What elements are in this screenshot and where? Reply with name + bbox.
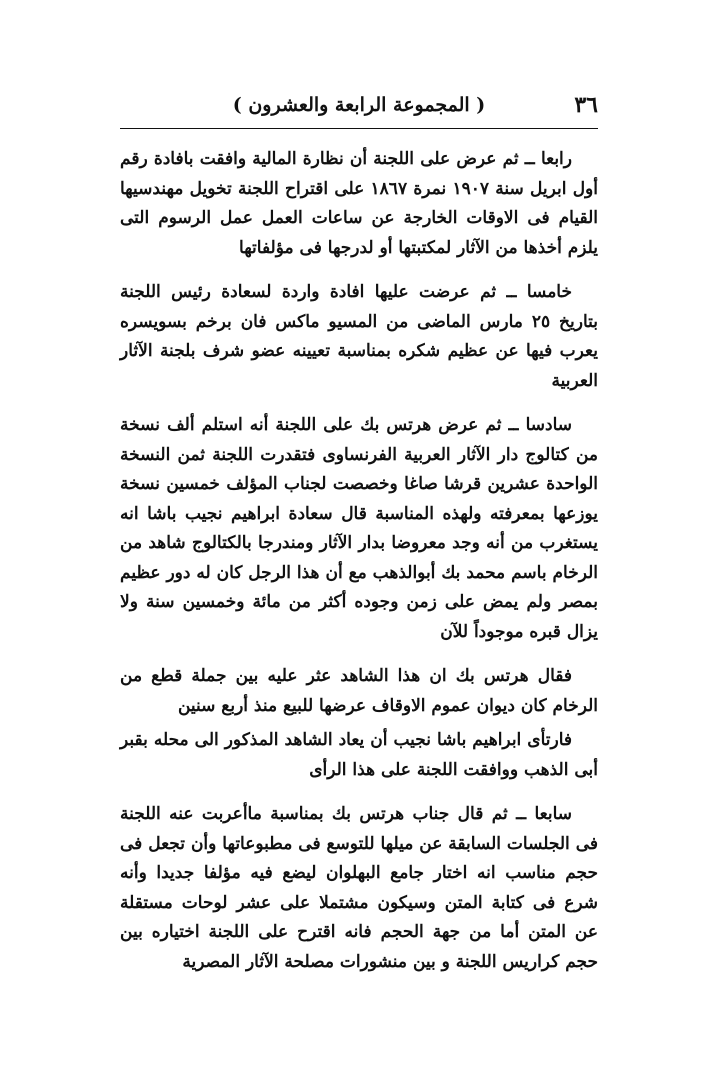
paragraph-fourth: رابعا ــ ثم عرض على اللجنة أن نظارة المالية وافقت بافادة رقم أول ابريل سنة ١٩٠٧ نمرة ١٨٦٧ على اقتراح اللجنة تخويل مهندسيها القيام فى الاوقات الخارجة عن ساعات العمل عمل الرسوم التى يلزم أخذها من الآثار لمكتبتها أو لدرجها فى مؤلفاتها [120,149,598,258]
paragraph-nagib-opinion: فارتأى ابراهيم باشا نجيب أن يعاد الشاهد المذكور الى محله بقبر أبى الذهب ووافقت اللجنة على هذا الرأى [120,730,598,780]
body-text [120,145,598,977]
paragraph-hertz-reply: فقال هرتس بك ان هذا الشاهد عثر عليه بين جملة قطع من الرخام كان ديوان عموم الاوقاف عرضها للبيع منذ أربع سنين [120,666,598,716]
paragraph-seventh: سابعا ــ ثم قال جناب هرتس بك بمناسبة ماأعربت عنه اللجنة فى الجلسات السابقة عن ميلها للتوسع فى مطبوعاتها وأن تجعل فى حجم مناسب انه اختار جامع البهلوان ليضع فيه مؤلفا جديدا وأنه شرع فى كتابة المتن وسيكون مشتملا على عشر لوحات مستقلة عن المتن أما من جهة الحجم فانه اقترح على اللجنة اختياره بين حجم كراريس اللجنة و بين منشورات مصلحة الآثار المصرية [120,804,598,972]
page-header [120,88,598,124]
header-rule [120,128,598,129]
page-number: ٣٦ [574,92,598,118]
paragraph-sixth: سادسا ــ ثم عرض هرتس بك على اللجنة أنه استلم ألف نسخة من كتالوج دار الآثار العربية الفرنساوى فتقدرت اللجنة ثمن النسخة الواحدة عشرين قرشا صاغا وخصصت لجناب المؤلف خمسين نسخة يوزعها بمعرفته ولهذه المناسبة قال سعادة ابراهيم نجيب باشا انه يستغرب من أنه وجد معروضا بدار الآثار ومندرجا بالكتالوج شاهد من الرخام باسم محمد بك أبوالذهب مع أن هذا الرجل كان له دور عظيم بمصر ولم يمض على زمن وجوده أكثر من مائة وخمسين سنة ولا يزال قبره موجوداً للآن [120,415,598,642]
running-title: ( المجموعة الرابعة والعشرون ) [232,94,486,116]
paragraph-fifth: خامسا ــ ثم عرضت عليها افادة واردة لسعادة رئيس اللجنة بتاريخ ٢٥ مارس الماضى من المسيو ماكس فان برخم بسويسره يعرب فيها عن عظيم شكره بمناسبة تعيينه عضو شرف بلجنة الآثار العربية [120,282,598,391]
